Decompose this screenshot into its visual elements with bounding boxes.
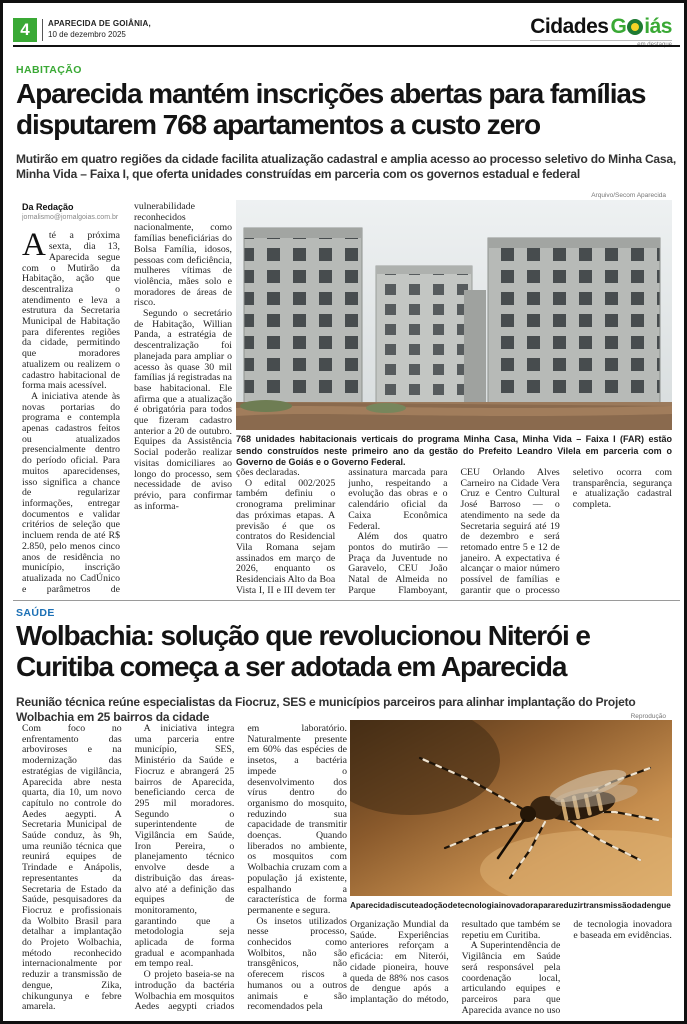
byline-email: jornalismo@jornalgoias.com.br xyxy=(22,213,119,221)
byline-author: Da Redação xyxy=(22,202,74,212)
article1-headline-line2: disputarem 768 apartamentos a custo zero xyxy=(16,109,540,140)
article1-paragraph: Segundo o secretário de Habitação, Willian Panda, a estratégia de descentralização foi planejada para ampliar o acesso às quase 30 mil famílias já registradas na base habitacional. Ele afirma que a atualização é obrigatória para todos que fizeram cadastro anterior a 20 de outubro. Equipes da Assistência Social poderão realizar visitas domiciliares ao longo do processo, sem necessidade de aviso prévio, para confirmar as informa- xyxy=(134,308,232,512)
article2-photo-credit: Reprodução xyxy=(630,713,666,720)
section-label-habitacao: HABITAÇÃO xyxy=(16,64,82,76)
article2-headline xyxy=(16,620,686,682)
masthead-date xyxy=(48,18,151,40)
article2-paragraph: Os insetos utilizados nesse processo, conhecidos como Wolbitos, não são transgênicos, não oferecem riscos a humanos ou a outros animais e são recomendados pela xyxy=(247,915,347,1013)
masthead-city: APARECIDA DE GOIÂNIA, xyxy=(48,19,151,28)
brand-goias-suffix: iás xyxy=(644,15,672,38)
article1-subtitle: Mutirão em quatro regiões da cidade facilita atualização cadastral e amplia acesso ao processo seletivo do Minha Casa, Minha Vida – Faixa I, que oferta unidades construídas em parceria com os governos estadual e federal xyxy=(16,152,676,181)
brand-word-cidades: Cidades xyxy=(530,15,609,38)
article2-body-columns-left xyxy=(22,724,347,1017)
brand-goias-g: G xyxy=(610,15,627,38)
article1-photo-caption: 768 unidades habitacionais verticais do programa Minha Casa, Minha Vida – Faixa I (FAR) estão sendo construídos neste primeiro ano da gestão do Prefeito Leandro Vilela em parceria com o Governo de Goiás e o Governo Federal. xyxy=(236,434,672,467)
article1-paragraph xyxy=(22,227,120,392)
article2-paragraph: Com foco no enfrentamento das arboviroses e na modernização das estratégias de vigilância, Aparecida abre nesta quarta, dia 10, um novo capítulo no controle do Aedes aegypti. A Secretaria Municipal de Saúde conduz, às 9h, uma reunião técnica que reunirá equipes de Trindade e Anápolis, representantes da Secretaria de Estado da Saúde, pesquisadores da Fiocruz e profissionais da Wolbito Brasil para detalhar a implantação do Projeto Wolbachia, método reconhecido internacionalmente por reduzir a transmissão de dengue, Zika, chikungunya e febre amarela. xyxy=(22,724,122,1013)
article1-headline xyxy=(16,78,686,140)
article2-paragraph: Organização Mundial da Saúde. Experiências anteriores reforçam a eficácia: em Niterói, cidade pioneira, houve queda de 88% nos casos de dengue após a implantação do método, resultado que também se repetiu em Curitiba. xyxy=(350,920,561,1005)
article2-headline-line1: Wolbachia: solução que revolucionou Niterói e xyxy=(16,620,590,651)
brand-word-goias xyxy=(610,15,672,39)
masthead-date-line: 10 de dezembro 2025 xyxy=(48,30,126,39)
article2-paragraph: O projeto baseia-se na introdução da bactéria Wolbachia em mosquitos Aedes aegypti criados em laboratório. Naturalmente presente em 60% das espécies de insetos, a bactéria impede o desenvolvimento dos vírus dentro do organismo do mosquito, reduzindo sua capacidade de transmitir doenças. Quando liberados no ambiente, os mosquitos com Wolbachia cruzam com a população já existente, espalhando a característica de forma permanente e segura. xyxy=(134,724,347,1013)
article1-photo-credit: Arquivo/Secom Aparecida xyxy=(591,192,666,199)
article-divider xyxy=(13,600,680,601)
article1-body-columns-bottom xyxy=(236,468,672,601)
header-rule xyxy=(13,45,680,47)
article2-subtitle: Reunião técnica reúne especialistas da Fiocruz, SES e municípios parceiros para alinhar implantação do Projeto Wolbachia em 25 bairros da cidade xyxy=(16,695,636,724)
article1-body-columns-left xyxy=(22,202,232,600)
dropcap-letter: A xyxy=(22,227,46,264)
article2-paragraph: A iniciativa integra uma parceria entre município, SES, Ministério da Saúde e Fiocruz e abrangerá 25 bairros de Aparecida, beneficiando cerca de 295 mil moradores. Segundo o superintendente de Vigilância em Saúde, Iron Pereira, o planejamento técnico envolve desde a distribuição das áreas-alvo até a definição das equipes de monitoramento, garantindo que a metodologia seja aplicada de forma gradual e acompanhada em tempo real. xyxy=(134,724,235,970)
article2-paragraph: A Superintendência de Vigilância em Saúde será responsável pela coordenação local, articulando equipes e parceiros para que Aparecida avance no uso de tecnologia inovadora e baseada em evidências. xyxy=(461,920,672,1016)
byline-block xyxy=(22,202,120,223)
header-separator xyxy=(42,19,43,41)
article2-body-columns-bottom xyxy=(350,920,672,1017)
article1-headline-line1: Aparecida mantém inscrições abertas para famílias xyxy=(16,78,646,109)
article1-paragraph: Além dos quatro pontos do mutirão — Praça da Juventude no Garavelo, CEU João Natal de Almeida no Parque Flamboyant, CEU Orlando Alves Carneiro na Cidade Vera Cruz e Centro Cultural José Barroso — o atendimento na sede da Secretaria seguirá até 19 de dezembro e será retomado entre 5 e 12 de janeiro. A expectativa é alcançar o maior número possível de famílias e garantir que o processo seletivo ocorra com transparência, segurança e atualização cadastral completa. xyxy=(348,468,672,596)
article1-paragraph: ções declaradas. xyxy=(236,468,300,478)
mosquito-photo xyxy=(350,720,672,896)
article1-paragraph: O edital 002/2025 também definiu o cronograma preliminar das próximas etapas. A previsão é que os contratos do Residencial Vila Romana sejam assinados em março de 2026, enquanto os Residenciais Alto da Boa Vista I, II e III devem ter assinatura marcada para junho, respeitando a evolução das obras e o calendário oficial da Caixa Econômica Federal. xyxy=(236,468,448,596)
section-label-saude: SAÚDE xyxy=(16,607,55,619)
page-number-badge: 4 xyxy=(13,18,37,42)
brand-logo xyxy=(530,15,672,48)
mosquito-photo-illustration xyxy=(350,720,672,896)
article1-paragraph: A iniciativa atende às novas portarias do programa e contempla apenas cadastros feitos ou atualizados presencialmente dentro do período oficial. Para muitos aparecidenses, isso significa a chance de regularizar informações, entregar documentos e validar critérios de seleção que incluem renda de até R$ 2.850, pelo menos cinco anos de residência no município, inscrição atualizada no CadÚnico e parâmetros de vulnerabilidade reconhecidos nacionalmente, como famílias beneficiárias do Bolsa Família, idosos, pessoas com deficiência, mulheres vítimas de violência, mães solo e moradores de áreas de risco. xyxy=(22,202,232,595)
construction-photo-illustration xyxy=(236,200,672,430)
article1-paragraph-text: té a próxima sexta, dia 13, Aparecida segue com o Mutirão da Habitação, ação que descentraliza o atendimento e leva a estrutura da Secretaria Municipal de Habitação para diferentes regiões da cidade, permitindo que moradores atualizem ou realizem o cadastro habitacional de forma mais acessível. xyxy=(22,230,120,392)
goias-logo-icon xyxy=(627,19,643,35)
construction-photo xyxy=(236,200,672,430)
article2-photo-caption: Aparecida discute adoção de tecnologia inovadora para reduzir transmissão da dengue xyxy=(350,901,671,910)
article2-headline-line2: Curitiba começa a ser adotada em Aparecida xyxy=(16,651,567,682)
